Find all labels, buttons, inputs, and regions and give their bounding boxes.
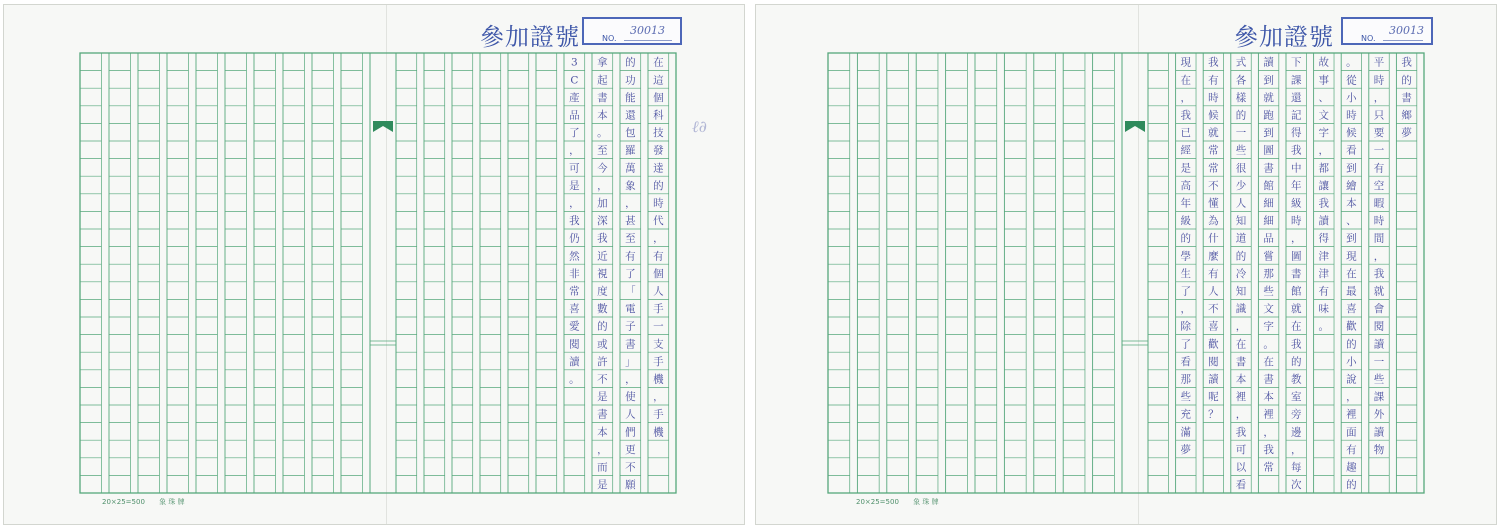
manuscript-page-right	[755, 4, 1497, 525]
handwritten-char: 仍	[569, 232, 580, 245]
handwritten-char: 人	[1208, 285, 1219, 298]
handwritten-char: 細	[1263, 197, 1274, 210]
handwritten-char: 視	[597, 267, 608, 280]
writing-grid	[756, 5, 1498, 526]
handwritten-char: 說	[1346, 373, 1357, 386]
handwritten-char: 些	[1180, 391, 1192, 404]
handwritten-char: 館	[1290, 285, 1302, 298]
handwritten-char: 就	[1208, 127, 1219, 140]
handwritten-char: 常	[569, 285, 580, 298]
handwritten-char: 知	[1235, 215, 1247, 228]
handwritten-char: 。	[1263, 338, 1274, 351]
handwritten-char: 在	[1235, 338, 1247, 351]
handwritten-char: 充	[1180, 408, 1192, 421]
handwritten-char: 面	[1346, 426, 1357, 439]
handwritten-char: 就	[1263, 91, 1274, 104]
handwritten-char: 代	[653, 215, 664, 228]
handwritten-char: 是	[1180, 162, 1192, 175]
handwritten-char: 裡	[1235, 391, 1247, 404]
handwritten-char: 記	[1290, 109, 1302, 122]
handwritten-char: 達	[653, 162, 664, 175]
handwritten-char: 品	[569, 109, 580, 122]
handwritten-char: 不	[1208, 179, 1219, 192]
handwritten-char: 手	[653, 303, 664, 316]
grid-frame	[80, 53, 676, 493]
handwritten-char: 有	[1318, 285, 1330, 298]
handwritten-char: 我	[1235, 426, 1247, 439]
handwritten-char: 間	[1373, 232, 1385, 245]
handwritten-char: 在	[1180, 74, 1192, 87]
handwritten-char: 拿	[597, 56, 608, 69]
handwritten-char: 個	[653, 91, 664, 104]
handwritten-char: ，	[1180, 303, 1192, 316]
handwritten-char: 品	[1263, 232, 1274, 245]
grid-frame	[828, 53, 1424, 493]
handwritten-char: 。	[1318, 320, 1330, 333]
handwritten-char: 味	[1318, 303, 1330, 316]
handwritten-char: 從	[1346, 74, 1357, 87]
handwritten-char: 時	[1373, 215, 1385, 228]
handwritten-char: 我	[1401, 56, 1412, 69]
handwritten-char: 要	[1373, 127, 1385, 140]
handwritten-char: 甚	[625, 215, 636, 228]
handwritten-char: 外	[1373, 408, 1385, 421]
handwritten-char: 本	[1346, 197, 1357, 210]
handwritten-char: 都	[1318, 162, 1330, 175]
handwritten-char: 夢	[1401, 127, 1412, 140]
handwritten-char: 看	[1235, 479, 1247, 492]
handwritten-char: 少	[1235, 179, 1247, 192]
handwritten-char: 更	[625, 443, 636, 456]
handwritten-char: 故	[1318, 56, 1330, 69]
handwritten-char: 我	[1290, 338, 1302, 351]
handwritten-char: ，	[1318, 144, 1330, 157]
manuscript-page-left	[3, 4, 745, 525]
handwritten-char: 深	[597, 215, 608, 228]
handwritten-char: 跑	[1263, 109, 1274, 122]
handwritten-char: 的	[1235, 109, 1247, 122]
handwritten-char: 我	[1373, 267, 1385, 280]
handwritten-char: 空	[1373, 179, 1385, 192]
handwritten-char: 書	[597, 91, 608, 104]
handwritten-char: 時	[1346, 109, 1357, 122]
handwritten-char: 識	[1235, 303, 1247, 316]
handwritten-char: 以	[1235, 461, 1247, 474]
handwritten-char: 技	[653, 127, 664, 140]
handwritten-char: 讀	[1373, 426, 1385, 439]
handwritten-char: 中	[1290, 162, 1302, 175]
handwritten-char: ，	[653, 391, 664, 404]
handwritten-char: 我	[569, 215, 580, 228]
header-title: 參加證號	[480, 23, 580, 51]
handwritten-char: 本	[597, 426, 608, 439]
handwritten-char: 能	[625, 91, 636, 104]
handwritten-char: 有	[1208, 74, 1219, 87]
handwritten-char: 個	[653, 267, 664, 280]
handwritten-char: 機	[653, 373, 664, 386]
handwritten-char: 得	[1318, 232, 1330, 245]
handwritten-char: 道	[1235, 232, 1247, 245]
handwritten-char: 使	[625, 391, 636, 404]
handwritten-char: 現	[1180, 56, 1192, 69]
handwritten-char: 的	[653, 179, 664, 192]
handwritten-char: 喜	[1346, 303, 1357, 316]
handwritten-char: 些	[1263, 285, 1274, 298]
handwritten-char: 看	[1346, 144, 1357, 157]
handwritten-char: 」	[625, 355, 636, 368]
handwritten-char: ，	[1373, 91, 1385, 104]
handwritten-char: 可	[1235, 443, 1247, 456]
handwritten-char: 產	[569, 91, 580, 104]
handwritten-char: 下	[1290, 56, 1302, 69]
handwritten-char: 非	[569, 267, 580, 280]
handwritten-char: ，	[625, 197, 636, 210]
handwritten-char: 閱	[1373, 320, 1385, 333]
handwritten-char: 常	[1208, 162, 1219, 175]
handwritten-char: 那	[1263, 267, 1274, 280]
handwritten-char: 書	[625, 338, 636, 351]
page-footer	[102, 497, 197, 507]
handwritten-char: 機	[653, 426, 664, 439]
handwritten-char: 經	[1180, 144, 1192, 157]
handwritten-char: 閱	[1208, 355, 1219, 368]
handwritten-char: 文	[1263, 303, 1274, 316]
handwritten-char: 書	[1401, 91, 1412, 104]
handwritten-char: ，	[1180, 91, 1192, 104]
handwritten-char: 我	[1318, 197, 1330, 210]
handwritten-char: 式	[1235, 56, 1247, 69]
handwritten-char: 年	[1290, 179, 1302, 192]
handwritten-char: 的	[1346, 338, 1357, 351]
handwritten-char: 讀	[1263, 56, 1274, 69]
handwritten-char: 級	[1180, 215, 1192, 228]
handwritten-char: 的	[625, 56, 636, 69]
handwritten-char: 候	[1346, 127, 1357, 140]
handwritten-char: 已	[1180, 127, 1192, 140]
handwritten-char: 包	[625, 127, 636, 140]
handwritten-char: 喜	[569, 303, 580, 316]
handwritten-char: 閱	[569, 338, 580, 351]
handwritten-char: 一	[653, 320, 664, 333]
handwritten-char: 歡	[1208, 338, 1219, 351]
handwritten-char: ，	[569, 144, 580, 157]
handwritten-char: 物	[1373, 443, 1385, 456]
handwritten-char: 的	[597, 320, 608, 333]
handwritten-char: 這	[653, 74, 664, 87]
grid-size-label: 20×25=500	[102, 498, 145, 506]
handwritten-char: 有	[653, 250, 664, 263]
bookmark-marker-icon	[1125, 121, 1145, 132]
brand-label: 象 珠 牌	[913, 498, 939, 506]
no-value: 30013	[630, 24, 665, 37]
handwritten-char: 就	[1373, 285, 1385, 298]
handwritten-char: 鄉	[1401, 109, 1412, 122]
handwritten-char: 小	[1346, 355, 1357, 368]
handwritten-char: 或	[597, 338, 608, 351]
handwritten-char: 高	[1180, 179, 1192, 192]
handwritten-char: 喜	[1208, 320, 1219, 333]
handwritten-char: 書	[1235, 355, 1247, 368]
handwritten-char: 得	[1290, 127, 1302, 140]
handwritten-char: 發	[653, 144, 664, 157]
handwritten-char: 麼	[1208, 250, 1219, 263]
handwritten-char: 書	[1263, 162, 1274, 175]
header-title: 參加證號	[1234, 23, 1334, 51]
handwritten-char: ，	[569, 197, 580, 210]
handwritten-char: ，	[1235, 408, 1247, 421]
handwritten-char: 在	[653, 56, 664, 69]
handwritten-char: 什	[1208, 232, 1219, 245]
handwritten-char: 常	[1208, 144, 1219, 157]
handwritten-char: 不	[1208, 303, 1219, 316]
handwritten-char: 只	[1373, 109, 1385, 122]
handwritten-char: 象	[625, 179, 636, 192]
handwritten-char: 夢	[1180, 443, 1192, 456]
handwritten-char: 然	[569, 250, 580, 263]
handwritten-char: 到	[1346, 162, 1357, 175]
handwritten-char: 除	[1180, 320, 1192, 333]
handwritten-char: 的	[1290, 355, 1302, 368]
handwritten-char: 一	[1373, 144, 1385, 157]
handwritten-char: 候	[1208, 109, 1219, 122]
handwritten-char: 時	[1208, 91, 1219, 104]
handwritten-char: 至	[625, 232, 636, 245]
handwritten-char: 羅	[625, 144, 636, 157]
handwritten-char: 趣	[1346, 461, 1357, 474]
handwritten-char: 有	[1373, 162, 1385, 175]
handwritten-char: 近	[597, 250, 608, 263]
handwritten-char: 文	[1318, 109, 1330, 122]
handwritten-char: 愛	[569, 320, 580, 333]
handwritten-char: 書	[1263, 373, 1274, 386]
handwritten-char: 各	[1235, 74, 1247, 87]
handwritten-char: 了	[1180, 285, 1192, 298]
handwritten-char: 、	[1346, 215, 1357, 228]
handwritten-char: 了	[569, 127, 580, 140]
handwritten-char: 呢	[1208, 391, 1219, 404]
handwritten-char: 時	[653, 197, 664, 210]
handwritten-char: 在	[1263, 355, 1274, 368]
handwritten-char: 還	[1290, 91, 1302, 104]
handwritten-char: 最	[1346, 285, 1357, 298]
handwritten-char: 那	[1180, 373, 1192, 386]
handwritten-char: 我	[1208, 56, 1219, 69]
handwritten-char: 每	[1290, 461, 1302, 474]
handwritten-char: 圖	[1290, 250, 1302, 263]
handwritten-char: 些	[1235, 144, 1247, 157]
handwritten-char: 細	[1263, 215, 1274, 228]
handwritten-char: 裡	[1346, 408, 1357, 421]
handwritten-char: 的	[1235, 250, 1247, 263]
handwritten-char: 是	[569, 179, 580, 192]
handwritten-char: 。	[1346, 56, 1357, 69]
handwritten-char: 了	[625, 267, 636, 280]
handwritten-char: 的	[1180, 232, 1192, 245]
handwritten-char: 手	[653, 355, 664, 368]
handwritten-char: 電	[625, 303, 636, 316]
handwritten-char: 有	[625, 250, 636, 263]
handwritten-char: ？	[1208, 408, 1219, 421]
handwritten-char: 加	[597, 197, 608, 210]
handwritten-char: ，	[653, 232, 664, 245]
handwritten-char: 館	[1263, 179, 1274, 192]
handwritten-char: 我	[1290, 144, 1302, 157]
handwritten-char: 可	[569, 162, 580, 175]
handwritten-char: 課	[1373, 391, 1385, 404]
handwritten-char: 許	[597, 355, 608, 368]
handwritten-char: ，	[1290, 443, 1302, 456]
handwritten-char: ，	[1263, 426, 1274, 439]
handwritten-char: 一	[1235, 127, 1247, 140]
bookmark-marker-icon	[373, 121, 393, 132]
handwritten-char: ，	[1346, 391, 1357, 404]
handwritten-char: 學	[1180, 250, 1192, 263]
handwritten-char: 知	[1235, 285, 1247, 298]
handwritten-char: 而	[597, 461, 608, 474]
handwritten-char: 嘗	[1263, 250, 1274, 263]
handwritten-char: 課	[1290, 74, 1302, 87]
page-footer	[856, 497, 951, 507]
handwritten-char: 圖	[1263, 144, 1274, 157]
handwritten-char: 室	[1290, 391, 1302, 404]
handwritten-char: 在	[1346, 267, 1357, 280]
handwritten-char: 年	[1180, 197, 1192, 210]
handwritten-char: 今	[597, 162, 608, 175]
handwritten-char: 樣	[1235, 91, 1247, 104]
handwritten-char: 萬	[625, 162, 636, 175]
handwritten-char: 的	[1401, 74, 1412, 87]
handwritten-char: 次	[1290, 479, 1302, 492]
handwritten-char: 支	[653, 338, 664, 351]
handwritten-char: 人	[625, 408, 636, 421]
handwritten-char: 看	[1180, 355, 1192, 368]
handwritten-char: 字	[1263, 320, 1274, 333]
handwritten-char: 小	[1346, 91, 1357, 104]
handwritten-char: 懂	[1208, 197, 1219, 210]
handwritten-char: C	[570, 74, 579, 87]
handwritten-char: 科	[653, 109, 664, 122]
handwritten-char: 時	[1373, 74, 1385, 87]
no-value: 30013	[1389, 24, 1424, 37]
no-label: NO.	[1361, 34, 1376, 43]
handwritten-char: 「	[625, 285, 636, 298]
handwritten-char: 為	[1208, 215, 1219, 228]
handwritten-char: 人	[1235, 197, 1247, 210]
handwritten-char: 3	[571, 56, 578, 69]
handwritten-char: 歡	[1346, 320, 1357, 333]
handwritten-char: 字	[1318, 127, 1330, 140]
handwritten-char: 讀	[1208, 373, 1219, 386]
handwritten-char: 是	[597, 391, 608, 404]
handwritten-char: 子	[625, 320, 636, 333]
handwritten-char: 旁	[1290, 408, 1302, 421]
handwritten-char: 些	[1373, 373, 1385, 386]
handwritten-char: 還	[625, 109, 636, 122]
handwritten-char: ，	[1373, 250, 1385, 263]
handwritten-char: 到	[1263, 74, 1274, 87]
handwritten-char: 到	[1263, 127, 1274, 140]
handwritten-char: 暇	[1373, 197, 1385, 210]
handwritten-char: 會	[1373, 303, 1385, 316]
writing-grid	[4, 5, 746, 526]
handwritten-char: 津	[1318, 250, 1330, 263]
handwritten-char: 數	[597, 303, 608, 316]
handwritten-char: 讀	[1373, 338, 1385, 351]
handwritten-char: 事	[1318, 74, 1330, 87]
handwritten-char: ，	[597, 179, 608, 192]
handwritten-char: 生	[1180, 267, 1192, 280]
handwritten-char: 一	[1373, 355, 1385, 368]
handwritten-char: ，	[625, 373, 636, 386]
handwritten-char: ，	[1235, 320, 1247, 333]
handwritten-char: 功	[625, 74, 636, 87]
handwritten-char: ，	[1290, 232, 1302, 245]
handwritten-char: 起	[597, 74, 608, 87]
handwritten-char: 本	[597, 109, 608, 122]
handwritten-char: 教	[1290, 373, 1302, 386]
handwritten-char: 我	[597, 232, 608, 245]
handwritten-char: 至	[597, 144, 608, 157]
handwritten-char: 。	[597, 127, 608, 140]
handwritten-char: 繪	[1346, 179, 1357, 192]
handwritten-char: 們	[625, 426, 636, 439]
handwritten-char: 手	[653, 408, 664, 421]
handwritten-char: 了	[1180, 338, 1192, 351]
handwritten-char: 願	[625, 479, 636, 492]
handwritten-char: 。	[569, 373, 580, 386]
handwritten-char: 、	[1318, 91, 1330, 104]
handwritten-char: 本	[1235, 373, 1247, 386]
handwritten-char: 本	[1263, 391, 1274, 404]
no-label: NO.	[602, 34, 617, 43]
handwritten-char: 書	[597, 408, 608, 421]
handwritten-char: 我	[1180, 109, 1192, 122]
handwritten-char: 時	[1290, 215, 1302, 228]
handwritten-char: 津	[1318, 267, 1330, 280]
handwritten-char: 在	[1290, 320, 1302, 333]
handwritten-char: 冷	[1235, 267, 1247, 280]
handwritten-char: 現	[1346, 250, 1357, 263]
margin-scribble-icon: ℓ∂	[692, 117, 707, 136]
handwritten-char: 邊	[1290, 426, 1302, 439]
handwritten-char: 裡	[1263, 408, 1274, 421]
grid-size-label: 20×25=500	[856, 498, 899, 506]
handwritten-char: 書	[1290, 267, 1302, 280]
handwritten-char: 度	[597, 285, 608, 298]
handwritten-char: 人	[653, 285, 664, 298]
handwritten-char: 滿	[1180, 426, 1192, 439]
handwritten-char: 就	[1290, 303, 1302, 316]
handwritten-char: 平	[1373, 56, 1385, 69]
handwritten-char: 的	[1346, 479, 1357, 492]
handwritten-char: 常	[1263, 461, 1274, 474]
brand-label: 象 珠 牌	[159, 498, 185, 506]
handwritten-char: 讀	[1318, 215, 1330, 228]
handwritten-char: 級	[1290, 197, 1302, 210]
handwritten-char: 讓	[1318, 179, 1330, 192]
handwritten-char: 讀	[569, 355, 580, 368]
handwritten-char: 到	[1346, 232, 1357, 245]
handwritten-char: 很	[1235, 162, 1247, 175]
handwritten-char: 我	[1263, 443, 1274, 456]
handwritten-char: 有	[1346, 443, 1357, 456]
handwritten-char: 是	[597, 479, 608, 492]
handwritten-char: 有	[1208, 267, 1219, 280]
handwritten-char: ，	[597, 443, 608, 456]
handwritten-char: 不	[597, 373, 608, 386]
handwritten-char: 不	[625, 461, 636, 474]
